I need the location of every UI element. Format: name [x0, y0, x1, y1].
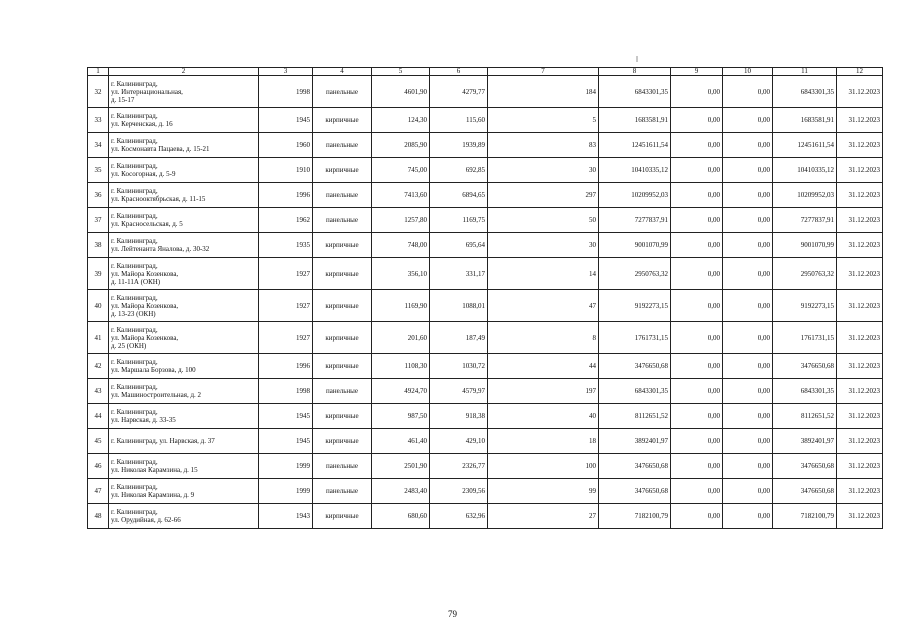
address-line: г. Калининград,	[111, 162, 158, 170]
address-line: г. Калининград,	[111, 212, 158, 220]
cost-total: 3476650,68	[599, 454, 671, 479]
column-11-value: 9001070,99	[773, 233, 837, 258]
address-line: г. Калининград,	[111, 458, 158, 466]
column-9-value: 0,00	[671, 133, 723, 158]
column-number-3: 3	[259, 68, 313, 76]
address-line: г. Калининград,	[111, 325, 158, 334]
planned-date: 31.12.2023	[837, 479, 883, 504]
address-cell	[109, 354, 259, 379]
table-row	[88, 429, 883, 454]
cost-total: 7277837,91	[599, 208, 671, 233]
column-10-value: 0,00	[723, 504, 773, 529]
column-9-value: 0,00	[671, 208, 723, 233]
area-total: 987,50	[372, 404, 430, 429]
area-living: 2309,56	[430, 479, 488, 504]
area-total: 1169,90	[372, 290, 430, 322]
address-line: д. 15-17	[111, 95, 135, 104]
planned-date: 31.12.2023	[837, 233, 883, 258]
column-11-value: 10410335,12	[773, 158, 837, 183]
table-row	[88, 108, 883, 133]
year-built: 1945	[259, 429, 313, 454]
column-10-value: 0,00	[723, 258, 773, 290]
table-row	[88, 183, 883, 208]
column-9-value: 0,00	[671, 354, 723, 379]
column-number-10: 10	[723, 68, 773, 76]
column-number-7: 7	[488, 68, 599, 76]
column-11-value: 3476650,68	[773, 479, 837, 504]
cost-total: 8112651,52	[599, 404, 671, 429]
planned-date: 31.12.2023	[837, 379, 883, 404]
table-row	[88, 233, 883, 258]
table-row	[88, 322, 883, 354]
column-9-value: 0,00	[671, 504, 723, 529]
wall-material: кирпичные	[313, 258, 372, 290]
column-number-2: 2	[109, 68, 259, 76]
address-line: ул. Нарвская, д. 33-35	[111, 416, 176, 424]
residents-count: 50	[488, 208, 599, 233]
cost-total: 1683581,91	[599, 108, 671, 133]
row-number: 47	[88, 479, 109, 504]
area-living: 695,64	[430, 233, 488, 258]
column-11-value: 6843301,35	[773, 76, 837, 108]
residents-count: 30	[488, 158, 599, 183]
cost-total: 6843301,35	[599, 76, 671, 108]
address-line: ул. Интернациональная,	[111, 87, 183, 96]
residents-count: 184	[488, 76, 599, 108]
address-line: ул. Космонавта Пацаева, д. 15-21	[111, 145, 210, 153]
column-11-value: 10209952,03	[773, 183, 837, 208]
column-11-value: 2950763,32	[773, 258, 837, 290]
planned-date: 31.12.2023	[837, 76, 883, 108]
address-line: г. Калининград,	[111, 508, 158, 516]
address-cell	[109, 76, 259, 108]
cost-total: 3476650,68	[599, 354, 671, 379]
column-10-value: 0,00	[723, 404, 773, 429]
column-number-5: 5	[372, 68, 430, 76]
wall-material: кирпичные	[313, 290, 372, 322]
column-10-value: 0,00	[723, 354, 773, 379]
table-row	[88, 454, 883, 479]
area-total: 356,10	[372, 258, 430, 290]
area-living: 331,17	[430, 258, 488, 290]
area-living: 1169,75	[430, 208, 488, 233]
area-total: 7413,60	[372, 183, 430, 208]
table-row	[88, 354, 883, 379]
wall-material: кирпичные	[313, 404, 372, 429]
planned-date: 31.12.2023	[837, 258, 883, 290]
year-built: 1945	[259, 108, 313, 133]
year-built: 1996	[259, 354, 313, 379]
wall-material: кирпичные	[313, 429, 372, 454]
column-11-value: 1761731,15	[773, 322, 837, 354]
address-cell	[109, 504, 259, 529]
address-cell	[109, 133, 259, 158]
residents-count: 18	[488, 429, 599, 454]
wall-material: кирпичные	[313, 504, 372, 529]
wall-material: кирпичные	[313, 354, 372, 379]
column-11-value: 7277837,91	[773, 208, 837, 233]
column-9-value: 0,00	[671, 76, 723, 108]
address-line: ул. Орудийная, д. 62-66	[111, 516, 181, 524]
address-line: г. Калининград,	[111, 293, 158, 302]
address-line: г. Калининград,	[111, 137, 158, 145]
address-line: г. Калининград,	[111, 483, 158, 491]
table-row	[88, 208, 883, 233]
column-11-value: 1683581,91	[773, 108, 837, 133]
area-total: 745,00	[372, 158, 430, 183]
planned-date: 31.12.2023	[837, 454, 883, 479]
column-number-6: 6	[430, 68, 488, 76]
planned-date: 31.12.2023	[837, 322, 883, 354]
column-9-value: 0,00	[671, 322, 723, 354]
row-number: 36	[88, 183, 109, 208]
address-cell	[109, 258, 259, 290]
area-total: 2085,90	[372, 133, 430, 158]
address-line: г. Калининград,	[111, 112, 158, 120]
address-line: ул. Косогорная, д. 5-9	[111, 170, 176, 178]
address-cell	[109, 454, 259, 479]
row-number: 40	[88, 290, 109, 322]
column-number-1: 1	[88, 68, 109, 76]
column-9-value: 0,00	[671, 454, 723, 479]
table-row	[88, 479, 883, 504]
address-line: ул. Майора Козенкова,	[111, 269, 179, 278]
address-line: ул. Маршала Борзова, д. 100	[111, 366, 196, 374]
residents-count: 197	[488, 379, 599, 404]
cost-total: 2950763,32	[599, 258, 671, 290]
residents-count: 14	[488, 258, 599, 290]
wall-material: панельные	[313, 133, 372, 158]
address-line: г. Калининград,	[111, 79, 158, 88]
address-cell	[109, 290, 259, 322]
column-9-value: 0,00	[671, 379, 723, 404]
column-number-4: 4	[313, 68, 372, 76]
column-9-value: 0,00	[671, 158, 723, 183]
area-living: 1030,72	[430, 354, 488, 379]
table-row	[88, 379, 883, 404]
area-total: 2501,90	[372, 454, 430, 479]
address-line: ул. Красносельская, д. 5	[111, 220, 183, 228]
column-11-value: 9192273,15	[773, 290, 837, 322]
column-9-value: 0,00	[671, 183, 723, 208]
column-10-value: 0,00	[723, 183, 773, 208]
year-built: 1927	[259, 258, 313, 290]
cost-total: 3892401,97	[599, 429, 671, 454]
address-line: г. Калининград,	[111, 358, 158, 366]
cost-total: 12451611,54	[599, 133, 671, 158]
year-built: 1996	[259, 183, 313, 208]
column-10-value: 0,00	[723, 76, 773, 108]
year-built: 1960	[259, 133, 313, 158]
column-10-value: 0,00	[723, 379, 773, 404]
column-number-11: 11	[773, 68, 837, 76]
address-line: ул. Машиностроительная, д. 2	[111, 391, 202, 399]
address-line: г. Калининград,	[111, 237, 158, 245]
address-line: ул. Керченская, д. 16	[111, 120, 173, 128]
column-10-value: 0,00	[723, 108, 773, 133]
area-living: 4579,97	[430, 379, 488, 404]
area-living: 918,38	[430, 404, 488, 429]
residents-count: 40	[488, 404, 599, 429]
table-row	[88, 133, 883, 158]
wall-material: панельные	[313, 208, 372, 233]
column-10-value: 0,00	[723, 208, 773, 233]
row-number: 33	[88, 108, 109, 133]
column-10-value: 0,00	[723, 290, 773, 322]
address-line: г. Калининград,	[111, 408, 158, 416]
cost-total: 6843301,35	[599, 379, 671, 404]
year-built: 1935	[259, 233, 313, 258]
planned-date: 31.12.2023	[837, 108, 883, 133]
year-built: 1927	[259, 322, 313, 354]
area-total: 4601,90	[372, 76, 430, 108]
table-row	[88, 404, 883, 429]
year-built: 1910	[259, 158, 313, 183]
table-row	[88, 258, 883, 290]
year-built: 1999	[259, 479, 313, 504]
residents-count: 99	[488, 479, 599, 504]
column-10-value: 0,00	[723, 233, 773, 258]
address-line: ул. Майора Козенкова,	[111, 333, 179, 342]
wall-material: кирпичные	[313, 233, 372, 258]
year-built: 1943	[259, 504, 313, 529]
column-number-row	[88, 68, 883, 76]
row-number: 34	[88, 133, 109, 158]
area-total: 680,60	[372, 504, 430, 529]
residents-count: 44	[488, 354, 599, 379]
row-number: 39	[88, 258, 109, 290]
row-number: 43	[88, 379, 109, 404]
address-line: г. Калининград, ул. Нарвская, д. 37	[111, 437, 215, 445]
cost-total: 1761731,15	[599, 322, 671, 354]
column-10-value: 0,00	[723, 429, 773, 454]
wall-material: кирпичные	[313, 322, 372, 354]
address-cell	[109, 233, 259, 258]
year-built: 1998	[259, 379, 313, 404]
address-cell	[109, 479, 259, 504]
wall-material: панельные	[313, 76, 372, 108]
address-cell	[109, 404, 259, 429]
address-cell	[109, 108, 259, 133]
cost-total: 9001070,99	[599, 233, 671, 258]
wall-material: панельные	[313, 454, 372, 479]
year-built: 1962	[259, 208, 313, 233]
column-10-value: 0,00	[723, 322, 773, 354]
column-11-value: 3476650,68	[773, 354, 837, 379]
table-row	[88, 290, 883, 322]
planned-date: 31.12.2023	[837, 158, 883, 183]
row-number: 45	[88, 429, 109, 454]
area-total: 748,00	[372, 233, 430, 258]
area-living: 692,85	[430, 158, 488, 183]
area-living: 4279,77	[430, 76, 488, 108]
address-line: ул. Краснооктябрьская, д. 11-15	[111, 195, 206, 203]
address-line: г. Калининград,	[111, 261, 158, 270]
address-line: г. Калининград,	[111, 383, 158, 391]
address-cell	[109, 158, 259, 183]
column-10-value: 0,00	[723, 454, 773, 479]
wall-material: панельные	[313, 379, 372, 404]
address-line: ул. Николая Карамзина, д. 15	[111, 466, 198, 474]
scan-artifact	[636, 56, 638, 62]
row-number: 41	[88, 322, 109, 354]
column-10-value: 0,00	[723, 479, 773, 504]
area-living: 115,60	[430, 108, 488, 133]
area-total: 2483,40	[372, 479, 430, 504]
column-10-value: 0,00	[723, 158, 773, 183]
column-9-value: 0,00	[671, 108, 723, 133]
row-number: 48	[88, 504, 109, 529]
residents-count: 100	[488, 454, 599, 479]
column-number-8: 8	[599, 68, 671, 76]
planned-date: 31.12.2023	[837, 429, 883, 454]
table-row	[88, 76, 883, 108]
row-number: 38	[88, 233, 109, 258]
planned-date: 31.12.2023	[837, 290, 883, 322]
area-living: 1939,89	[430, 133, 488, 158]
column-number-9: 9	[671, 68, 723, 76]
column-11-value: 6843301,35	[773, 379, 837, 404]
cost-total: 7182100,79	[599, 504, 671, 529]
column-9-value: 0,00	[671, 429, 723, 454]
address-cell	[109, 379, 259, 404]
area-total: 201,60	[372, 322, 430, 354]
area-total: 461,40	[372, 429, 430, 454]
housing-registry-table	[87, 67, 883, 529]
column-number-12: 12	[837, 68, 883, 76]
address-cell	[109, 183, 259, 208]
address-line: ул. Николая Карамзина, д. 9	[111, 491, 195, 499]
address-cell	[109, 208, 259, 233]
column-9-value: 0,00	[671, 258, 723, 290]
wall-material: кирпичные	[313, 158, 372, 183]
planned-date: 31.12.2023	[837, 133, 883, 158]
table-body	[88, 68, 883, 529]
address-line: д. 11-11А (ОКН)	[111, 277, 161, 286]
area-living: 6894,65	[430, 183, 488, 208]
column-11-value: 7182100,79	[773, 504, 837, 529]
area-living: 429,10	[430, 429, 488, 454]
planned-date: 31.12.2023	[837, 354, 883, 379]
year-built: 1927	[259, 290, 313, 322]
residents-count: 8	[488, 322, 599, 354]
address-line: д. 25 (ОКН)	[111, 341, 147, 350]
column-11-value: 12451611,54	[773, 133, 837, 158]
cost-total: 3476650,68	[599, 479, 671, 504]
column-9-value: 0,00	[671, 233, 723, 258]
wall-material: панельные	[313, 183, 372, 208]
residents-count: 30	[488, 233, 599, 258]
column-9-value: 0,00	[671, 290, 723, 322]
column-11-value: 3892401,97	[773, 429, 837, 454]
residents-count: 297	[488, 183, 599, 208]
cost-total: 10209952,03	[599, 183, 671, 208]
area-living: 1088,01	[430, 290, 488, 322]
address-line: д. 13-23 (ОКН)	[111, 309, 156, 318]
row-number: 32	[88, 76, 109, 108]
column-11-value: 3476650,68	[773, 454, 837, 479]
wall-material: кирпичные	[313, 108, 372, 133]
column-9-value: 0,00	[671, 479, 723, 504]
area-total: 1257,80	[372, 208, 430, 233]
area-total: 1108,30	[372, 354, 430, 379]
year-built: 1998	[259, 76, 313, 108]
residents-count: 83	[488, 133, 599, 158]
row-number: 37	[88, 208, 109, 233]
year-built: 1999	[259, 454, 313, 479]
residents-count: 27	[488, 504, 599, 529]
row-number: 35	[88, 158, 109, 183]
area-living: 2326,77	[430, 454, 488, 479]
column-11-value: 8112651,52	[773, 404, 837, 429]
planned-date: 31.12.2023	[837, 208, 883, 233]
column-10-value: 0,00	[723, 133, 773, 158]
residents-count: 5	[488, 108, 599, 133]
planned-date: 31.12.2023	[837, 183, 883, 208]
area-total: 4924,70	[372, 379, 430, 404]
area-living: 632,96	[430, 504, 488, 529]
table-row	[88, 158, 883, 183]
planned-date: 31.12.2023	[837, 504, 883, 529]
area-total: 124,30	[372, 108, 430, 133]
residents-count: 47	[488, 290, 599, 322]
planned-date: 31.12.2023	[837, 404, 883, 429]
address-cell	[109, 322, 259, 354]
row-number: 46	[88, 454, 109, 479]
area-living: 187,49	[430, 322, 488, 354]
wall-material: панельные	[313, 479, 372, 504]
address-line: ул. Майора Козенкова,	[111, 301, 179, 310]
address-line: ул. Лейтенанта Яналова, д. 30-32	[111, 245, 210, 253]
page-number: 79	[448, 609, 457, 619]
address-line: г. Калининград,	[111, 187, 158, 195]
cost-total: 9192273,15	[599, 290, 671, 322]
row-number: 44	[88, 404, 109, 429]
year-built: 1945	[259, 404, 313, 429]
address-cell	[109, 429, 259, 454]
table-row	[88, 504, 883, 529]
column-9-value: 0,00	[671, 404, 723, 429]
cost-total: 10410335,12	[599, 158, 671, 183]
row-number: 42	[88, 354, 109, 379]
